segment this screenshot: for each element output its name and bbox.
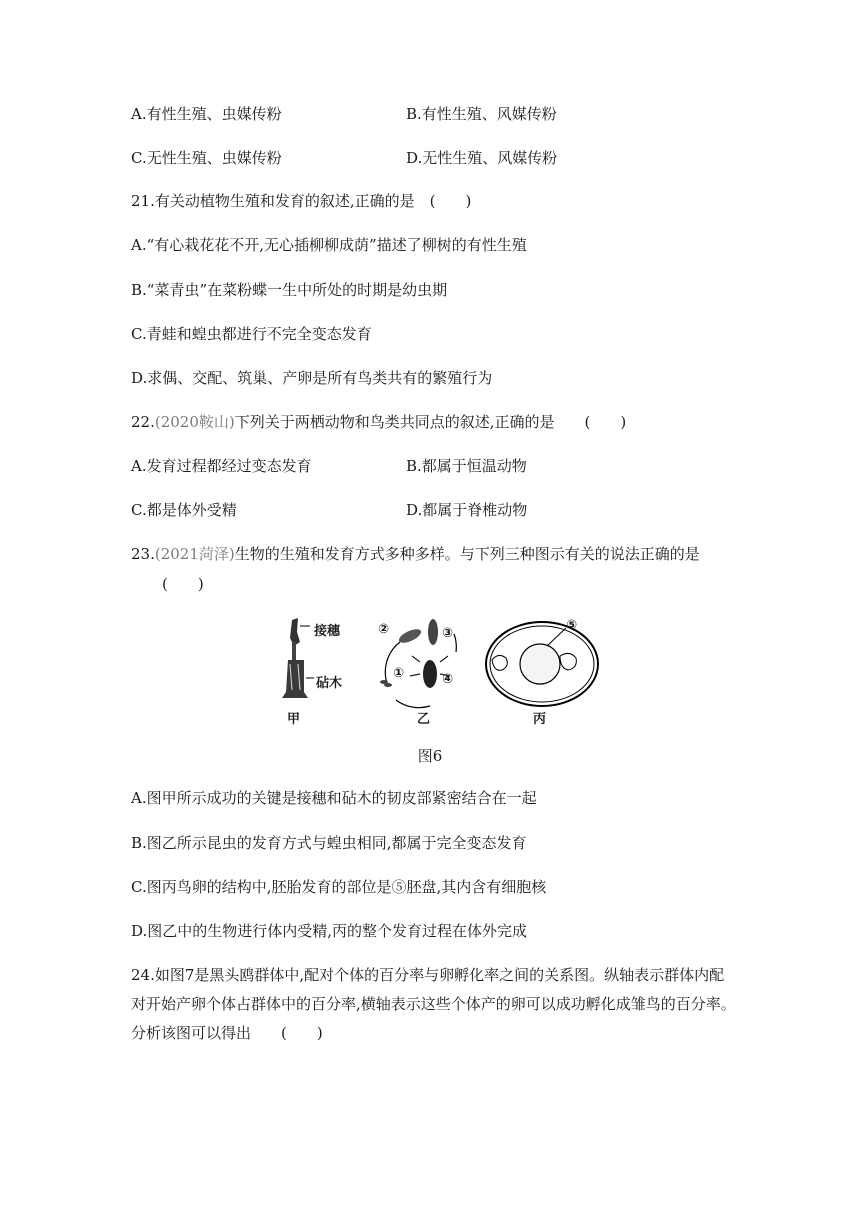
rootstock-label: 砧木 (316, 676, 343, 691)
q24-stem-line-2: 对开始产卵个体占群体中的百分率,横轴表示这些个体产的卵可以成功孵化成雏鸟的百分率。 (131, 995, 736, 1013)
q21-option-c: C.青蛙和蝗虫都进行不完全变态发育 (131, 325, 372, 343)
grafting-illustration (282, 618, 314, 698)
q20-option-d: D.无性生殖、风媒传粉 (406, 149, 558, 167)
q22-option-a: A.发育过程都经过变态发育 (131, 457, 312, 475)
q23-option-d: D.图乙中的生物进行体内受精,丙的整个发育过程在体外完成 (131, 922, 528, 940)
q22-source: (2020鞍山) (154, 413, 235, 431)
q23-option-b: B.图乙所示昆虫的发育方式与蝗虫相同,都属于完全变态发育 (131, 834, 527, 852)
q22-number: 22. (131, 413, 155, 431)
q24-stem-line-3: 分析该图可以得出 ( ) (131, 1024, 323, 1042)
q22-option-b: B.都属于恒温动物 (406, 457, 527, 475)
figure-label-jia: 甲 (287, 712, 301, 727)
q22-option-c: C.都是体外受精 (131, 501, 237, 519)
q21-option-a: A.“有心栽花花不开,无心插柳柳成荫”描述了柳树的有性生殖 (131, 236, 527, 254)
q23-number: 23. (131, 545, 155, 563)
q23-stem-line (131, 544, 700, 564)
q23-option-c: C.图丙鸟卵的结构中,胚胎发育的部位是⑤胚盘,其内含有细胞核 (131, 878, 547, 896)
figure-6 (270, 612, 600, 730)
q21-option-d: D.求偶、交配、筑巢、产卵是所有鸟类共有的繁殖行为 (131, 369, 493, 387)
q22-stem: 下列关于两栖动物和鸟类共同点的叙述,正确的是 ( ) (234, 413, 627, 431)
q22-option-d: D.都属于脊椎动物 (406, 501, 528, 519)
q23-option-a: A.图甲所示成功的关键是接穗和砧木的韧皮部紧密结合在一起 (131, 789, 537, 807)
q23-source: (2021菏泽) (154, 545, 235, 563)
q20-option-c: C.无性生殖、虫媒传粉 (131, 149, 282, 167)
q20-option-a: A.有性生殖、虫媒传粉 (131, 105, 282, 123)
figure-6-caption: 图6 (417, 747, 443, 765)
q21-stem: 21.有关动植物生殖和发育的叙述,正确的是 ( ) (131, 192, 472, 210)
bird-egg-illustration (486, 622, 598, 706)
figure-label-yi: 乙 (417, 712, 431, 727)
q20-option-b: B.有性生殖、风媒传粉 (406, 105, 557, 123)
q24-stem-line-1: 24.如图7是黑头鸥群体中,配对个体的百分率与卵孵化率之间的关系图。纵轴表示群体内配 (131, 966, 725, 984)
q21-option-b: B.“菜青虫”在菜粉蝶一生中所处的时期是幼虫期 (131, 281, 448, 299)
stage-2-number: ② (378, 622, 390, 637)
egg-part-5-number: ⑤ (566, 618, 578, 633)
stage-4-number: ④ (442, 672, 454, 687)
q23-stem: 生物的生殖和发育方式多种多样。与下列三种图示有关的说法正确的是 (234, 545, 700, 563)
figure-label-bing: 丙 (533, 712, 547, 727)
q23-answer-paren: ( ) (162, 575, 204, 593)
scion-label: 接穗 (314, 624, 341, 639)
stage-1-number: ① (393, 666, 405, 681)
q22-stem-line (131, 412, 626, 432)
stage-3-number: ③ (442, 626, 454, 641)
